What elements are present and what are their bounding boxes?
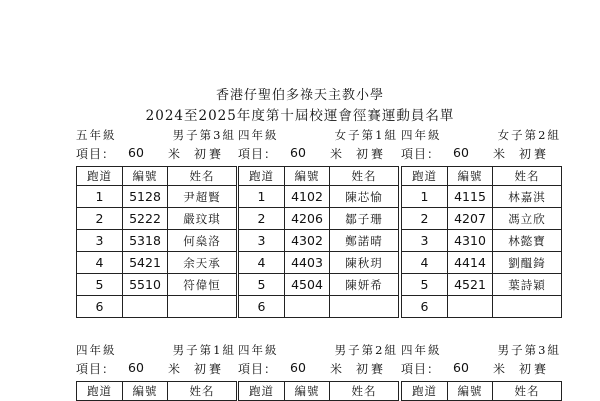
event-label: 項目： <box>401 362 441 376</box>
name-cell: 陳妍希 <box>330 274 399 296</box>
heat-block <box>76 127 236 318</box>
grade-label: 四年級 <box>238 128 279 142</box>
round-label: 初賽 <box>356 362 387 376</box>
table-row <box>77 274 237 296</box>
name-cell: 馮立欣 <box>493 208 562 230</box>
lane-cell: 1 <box>239 186 285 208</box>
heat-header <box>401 342 561 358</box>
distance-value: 60 <box>453 145 469 160</box>
number-header: 編號 <box>448 382 493 401</box>
number-cell: 4115 <box>448 186 493 208</box>
event-line <box>238 145 398 163</box>
name-cell: 余天承 <box>168 252 237 274</box>
event-label: 項目： <box>76 147 116 161</box>
round-label: 初賽 <box>356 147 387 161</box>
number-cell: 5510 <box>123 274 168 296</box>
name-header: 姓名 <box>493 167 562 186</box>
number-cell <box>448 296 493 318</box>
number-cell: 5318 <box>123 230 168 252</box>
heat-table <box>238 166 399 318</box>
distance-value: 60 <box>290 360 306 375</box>
lane-cell: 1 <box>77 186 123 208</box>
heat-block <box>238 127 398 318</box>
lane-cell: 6 <box>77 296 123 318</box>
distance-unit: 米 <box>493 362 506 376</box>
distance-value: 60 <box>290 145 306 160</box>
table-row <box>77 208 237 230</box>
event-line <box>401 360 561 378</box>
table-row <box>402 208 562 230</box>
distance-unit: 米 <box>168 362 181 376</box>
table-row <box>239 230 399 252</box>
table-header-row <box>77 167 237 186</box>
round-label: 初賽 <box>194 147 225 161</box>
number-cell <box>123 296 168 318</box>
name-cell: 鄭諾晴 <box>330 230 399 252</box>
heat-block <box>76 342 236 401</box>
table-header-row <box>239 382 399 401</box>
grade-label: 四年級 <box>401 343 442 357</box>
number-header: 編號 <box>123 167 168 186</box>
table-header-row <box>239 167 399 186</box>
name-cell: 嚴玟琪 <box>168 208 237 230</box>
distance-value: 60 <box>128 360 144 375</box>
heat-table <box>76 166 237 318</box>
heat-header <box>76 342 236 358</box>
heat-table <box>401 166 562 318</box>
table-row <box>402 186 562 208</box>
table-row <box>77 230 237 252</box>
meet-title: 2024至2025年度第十屆校運會徑賽運動員名單 <box>145 108 455 124</box>
event-line <box>76 360 236 378</box>
heat-header <box>238 342 398 358</box>
name-cell: 劉醞錡 <box>493 252 562 274</box>
lane-header: 跑道 <box>402 167 448 186</box>
round-label: 初賽 <box>519 362 550 376</box>
heat-block <box>401 127 561 318</box>
table-row <box>402 274 562 296</box>
number-cell: 4403 <box>285 252 330 274</box>
grade-label: 四年級 <box>238 343 279 357</box>
number-header: 編號 <box>285 167 330 186</box>
lane-cell: 5 <box>77 274 123 296</box>
grade-label: 四年級 <box>401 128 442 142</box>
table-row <box>77 252 237 274</box>
lane-header: 跑道 <box>402 382 448 401</box>
number-cell: 4207 <box>448 208 493 230</box>
lane-cell: 2 <box>239 208 285 230</box>
group-label: 女子第1組 <box>334 128 398 142</box>
lane-header: 跑道 <box>77 167 123 186</box>
name-cell: 符偉恒 <box>168 274 237 296</box>
name-cell <box>168 296 237 318</box>
name-cell: 陳秋玥 <box>330 252 399 274</box>
group-label: 男子第2組 <box>334 343 398 357</box>
table-header-row <box>402 382 562 401</box>
heat-block <box>401 342 561 401</box>
lane-cell: 5 <box>402 274 448 296</box>
lane-header: 跑道 <box>239 382 285 401</box>
heat-table <box>238 381 399 401</box>
lane-cell: 2 <box>402 208 448 230</box>
table-row <box>239 296 399 318</box>
table-row <box>239 208 399 230</box>
lane-cell: 3 <box>402 230 448 252</box>
distance-unit: 米 <box>168 147 181 161</box>
distance-unit: 米 <box>330 147 343 161</box>
lane-cell: 4 <box>239 252 285 274</box>
number-cell: 4206 <box>285 208 330 230</box>
distance-unit: 米 <box>493 147 506 161</box>
number-cell: 4310 <box>448 230 493 252</box>
event-line <box>238 360 398 378</box>
number-cell: 5421 <box>123 252 168 274</box>
round-label: 初賽 <box>519 147 550 161</box>
number-cell: 4414 <box>448 252 493 274</box>
number-cell: 4504 <box>285 274 330 296</box>
table-row <box>239 274 399 296</box>
name-cell: 鄒子珊 <box>330 208 399 230</box>
name-header: 姓名 <box>168 382 237 401</box>
number-cell <box>285 296 330 318</box>
distance-value: 60 <box>453 360 469 375</box>
lane-header: 跑道 <box>77 382 123 401</box>
lane-cell: 4 <box>77 252 123 274</box>
heat-table <box>76 381 237 401</box>
heat-table <box>401 381 562 401</box>
lane-cell: 5 <box>239 274 285 296</box>
lane-cell: 6 <box>239 296 285 318</box>
event-line <box>76 145 236 163</box>
lane-cell: 3 <box>239 230 285 252</box>
lane-cell: 6 <box>402 296 448 318</box>
heat-header <box>238 127 398 143</box>
heat-header <box>76 127 236 143</box>
grade-label: 五年級 <box>76 128 117 142</box>
group-label: 男子第1組 <box>172 343 236 357</box>
school-name: 香港仔聖伯多祿天主教小學 <box>215 88 384 103</box>
event-label: 項目： <box>238 362 278 376</box>
lane-cell: 4 <box>402 252 448 274</box>
table-row <box>239 186 399 208</box>
lane-cell: 1 <box>402 186 448 208</box>
table-row <box>402 252 562 274</box>
name-cell <box>493 296 562 318</box>
name-header: 姓名 <box>493 382 562 401</box>
distance-unit: 米 <box>330 362 343 376</box>
heat-block <box>238 342 398 401</box>
name-header: 姓名 <box>168 167 237 186</box>
event-label: 項目： <box>401 147 441 161</box>
event-label: 項目： <box>76 362 116 376</box>
table-row <box>77 296 237 318</box>
table-header-row <box>77 382 237 401</box>
group-label: 男子第3組 <box>497 343 561 357</box>
number-header: 編號 <box>448 167 493 186</box>
event-line <box>401 145 561 163</box>
name-cell: 林嘉淇 <box>493 186 562 208</box>
number-cell: 4302 <box>285 230 330 252</box>
lane-cell: 3 <box>77 230 123 252</box>
number-cell: 5222 <box>123 208 168 230</box>
number-header: 編號 <box>285 382 330 401</box>
name-cell: 陳芯愉 <box>330 186 399 208</box>
name-cell: 何燊洛 <box>168 230 237 252</box>
round-label: 初賽 <box>194 362 225 376</box>
name-header: 姓名 <box>330 167 399 186</box>
lane-cell: 2 <box>77 208 123 230</box>
number-cell: 5128 <box>123 186 168 208</box>
name-cell: 葉詩穎 <box>493 274 562 296</box>
group-label: 男子第3組 <box>172 128 236 142</box>
name-cell: 林懿寶 <box>493 230 562 252</box>
name-cell <box>330 296 399 318</box>
number-cell: 4521 <box>448 274 493 296</box>
number-cell: 4102 <box>285 186 330 208</box>
table-row <box>239 252 399 274</box>
heat-header <box>401 127 561 143</box>
table-row <box>402 296 562 318</box>
name-cell: 尹超賢 <box>168 186 237 208</box>
group-label: 女子第2組 <box>497 128 561 142</box>
table-row <box>402 230 562 252</box>
name-header: 姓名 <box>330 382 399 401</box>
distance-value: 60 <box>128 145 144 160</box>
grade-label: 四年級 <box>76 343 117 357</box>
lane-header: 跑道 <box>239 167 285 186</box>
number-header: 編號 <box>123 382 168 401</box>
table-row <box>77 186 237 208</box>
event-label: 項目： <box>238 147 278 161</box>
table-header-row <box>402 167 562 186</box>
